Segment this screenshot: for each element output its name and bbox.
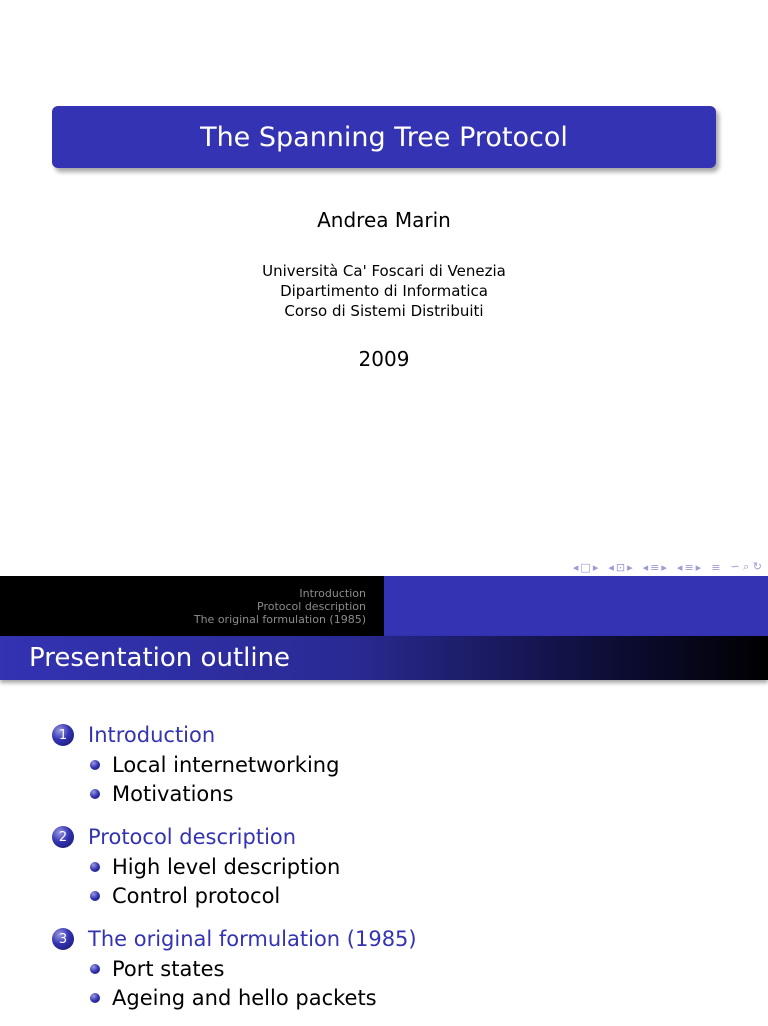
outline-section-heading[interactable]	[52, 924, 417, 954]
outline-slide	[0, 576, 768, 1024]
bullet-icon	[90, 891, 100, 901]
slide-title	[52, 106, 716, 168]
author-name: Andrea Marin	[317, 208, 451, 232]
list-icon[interactable]: ≡	[711, 560, 721, 574]
bullet-icon	[90, 789, 100, 799]
institute-line: Corso di Sistemi Distribuiti	[284, 302, 484, 320]
nav-section-end[interactable]	[677, 561, 701, 574]
outline-section	[52, 822, 417, 910]
subsection-title[interactable]: Motivations	[112, 781, 234, 806]
bullet-icon	[90, 862, 100, 872]
nav-left-arrow-icon[interactable]: ◂	[642, 560, 649, 574]
outline-section-heading[interactable]	[52, 822, 417, 852]
headline-section-link[interactable]: The original formulation (1985)	[193, 612, 366, 626]
nav-right-arrow-icon[interactable]: ▸	[592, 560, 599, 574]
outline-subsection[interactable]	[90, 954, 417, 983]
subsection-title[interactable]: Control protocol	[112, 883, 281, 908]
institute-line: Università Ca' Foscari di Venezia	[262, 262, 506, 280]
section-title[interactable]: Protocol description	[88, 825, 297, 849]
bullet-icon	[90, 760, 100, 770]
search-undo-icon[interactable]: ∽ ⌕ ↻	[730, 560, 762, 573]
frame-title	[0, 636, 768, 680]
section-title[interactable]: Introduction	[88, 723, 216, 747]
section-number-ball: 3	[52, 928, 74, 950]
nav-left-arrow-icon[interactable]: ◂	[608, 560, 614, 574]
headline-bar	[0, 576, 768, 636]
nav-section[interactable]	[643, 561, 667, 574]
headline-section-list	[0, 576, 384, 636]
outline-list	[52, 720, 417, 1026]
headline-blue-panel	[384, 576, 768, 636]
outline-subsection[interactable]	[90, 983, 417, 1012]
section-title[interactable]: The original formulation (1985)	[88, 927, 417, 951]
institute-line: Dipartimento di Informatica	[280, 282, 488, 300]
subsection-title[interactable]: Ageing and hello packets	[112, 985, 377, 1010]
nav-right-arrow-icon[interactable]: ▸	[661, 560, 667, 574]
outline-subsection[interactable]	[90, 779, 417, 808]
outline-subsection[interactable]	[90, 750, 417, 779]
frame-icon[interactable]: □	[580, 560, 591, 574]
outline-section	[52, 924, 417, 1012]
bullet-icon	[90, 964, 100, 974]
frame-title-text: Presentation outline	[29, 643, 291, 673]
nav-right-arrow-icon[interactable]: ▸	[695, 560, 702, 574]
subsection-title[interactable]: Port states	[112, 956, 225, 981]
slide-title-text: The Spanning Tree Protocol	[200, 121, 568, 153]
section-number-ball: 1	[52, 724, 74, 746]
bullet-icon	[90, 993, 100, 1003]
nav-left-arrow-icon[interactable]: ◂	[676, 560, 683, 574]
outline-subsection[interactable]	[90, 881, 417, 910]
section-number-ball: 2	[52, 826, 74, 848]
subsection-title[interactable]: Local internetworking	[112, 752, 340, 777]
nav-frame[interactable]	[573, 561, 598, 574]
presentation-date: 2009	[358, 347, 410, 371]
nav-subsection[interactable]	[608, 561, 632, 574]
nav-right-arrow-icon[interactable]: ▸	[627, 560, 633, 574]
institute-block	[0, 261, 768, 321]
outline-section-heading[interactable]	[52, 720, 417, 750]
outline-subsection[interactable]	[90, 852, 417, 881]
outline-section	[52, 720, 417, 808]
section-end-icon[interactable]: ≡	[684, 560, 694, 574]
headline-section-link[interactable]: Introduction	[299, 586, 366, 600]
subsection-icon[interactable]: ⊡	[615, 560, 626, 574]
beamer-navigation-bar	[573, 560, 762, 574]
headline-section-link[interactable]: Protocol description	[257, 599, 366, 613]
subsection-title[interactable]: High level description	[112, 854, 341, 879]
section-icon[interactable]: ≡	[650, 560, 660, 574]
nav-left-arrow-icon[interactable]: ◂	[572, 560, 579, 574]
